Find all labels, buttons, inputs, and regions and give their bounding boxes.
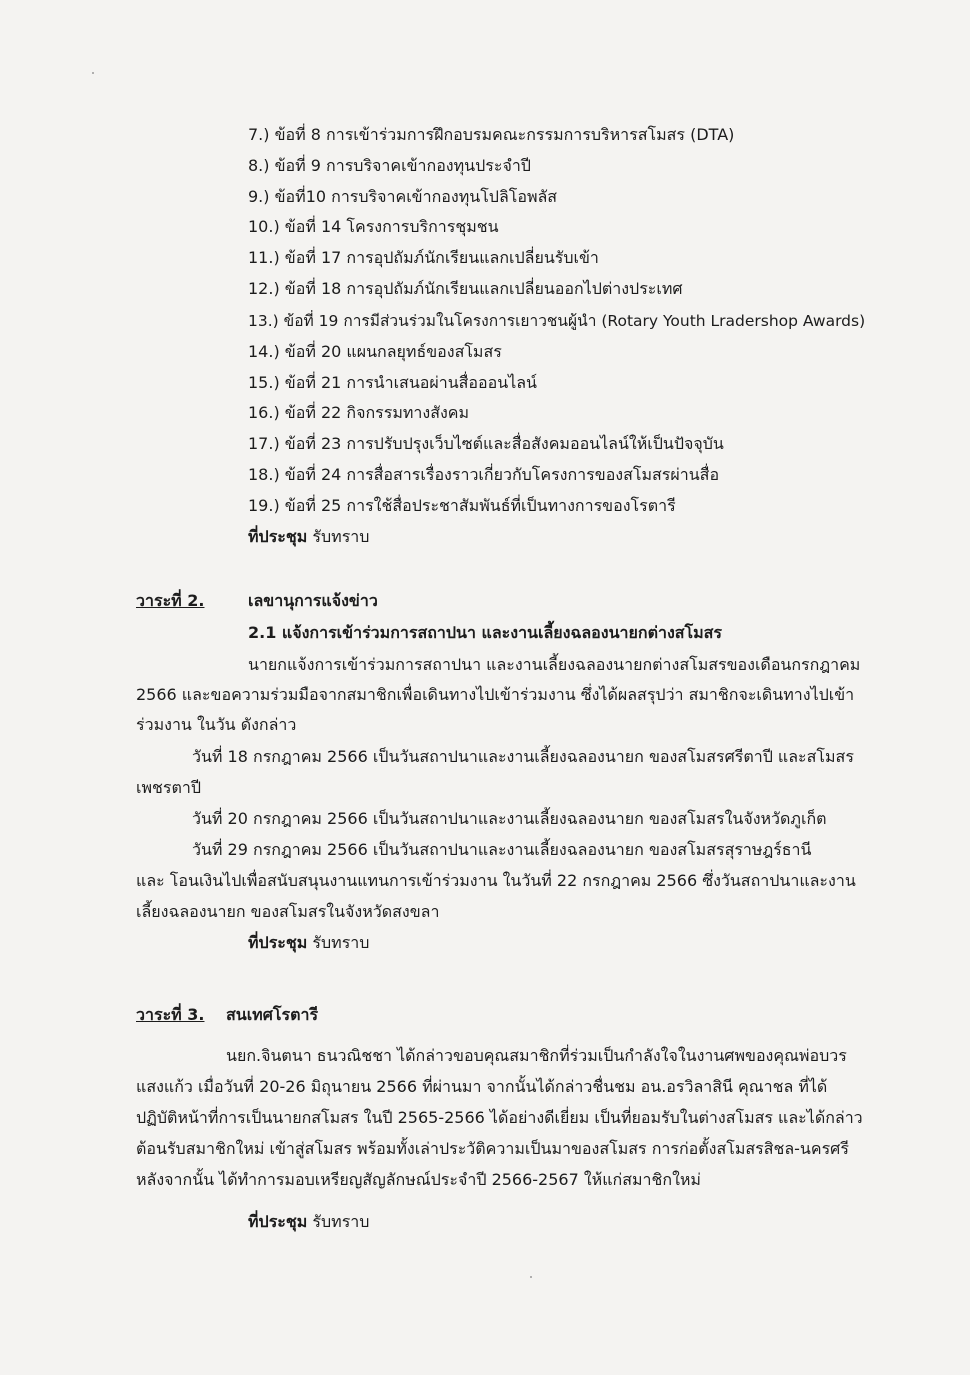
paragraph-line: วันที่ 29 กรกฎาคม 2566 เป็นวันสถาปนาและงานเลี้ยงฉลองนายก ของสโมสรสุราษฎร์ธานี	[192, 840, 812, 859]
meeting-ack	[248, 526, 369, 548]
paragraph-line: และ โอนเงินไปเพื่อสนับสนุนงานแทนการเข้าร่วมงาน ในวันที่ 22 กรกฎาคม 2566 ซึ่งวันสถาปนาและงาน	[136, 871, 856, 890]
list-item: 11.) ข้อที่ 17 การอุปถัมภ์นักเรียนแลกเปลี่ยนรับเข้า	[248, 248, 599, 267]
list-item: 15.) ข้อที่ 21 การนำเสนอผ่านสื่อออนไลน์	[248, 373, 537, 392]
paragraph-line: วันที่ 20 กรกฎาคม 2566 เป็นวันสถาปนาและงานเลี้ยงฉลองนายก ของสโมสรในจังหวัดภูเก็ต	[192, 809, 827, 828]
paragraph-line: นายกแจ้งการเข้าร่วมการสถาปนา และงานเลี้ยงฉลองนายกต่างสโมสรของเดือนกรกฎาคม	[248, 655, 861, 674]
paragraph-line: 2566 และขอความร่วมมือจากสมาชิกเพื่อเดินทางไปเข้าร่วมงาน ซึ่งได้ผลสรุปว่า สมาชิกจะเดินทางไปเข้า	[136, 685, 855, 704]
list-item: 16.) ข้อที่ 22 กิจกรรมทางสังคม	[248, 403, 470, 422]
list-item: 17.) ข้อที่ 23 การปรับปรุงเว็บไซต์และสื่อสังคมออนไลน์ให้เป็นปัจจุบัน	[248, 434, 724, 453]
list-item: 10.) ข้อที่ 14 โครงการบริการชุมชน	[248, 217, 499, 236]
agenda-2-number: วาระที่ 2.	[136, 591, 205, 610]
paragraph-line: ต้อนรับสมาชิกใหม่ เข้าสู่สโมสร พร้อมทั้งเล่าประวัติความเป็นมาของสโมสร การก่อตั้งสโมสรสิชล-นครศรี	[136, 1139, 849, 1158]
paragraph-line: วันที่ 18 กรกฎาคม 2566 เป็นวันสถาปนาและงานเลี้ยงฉลองนายก ของสโมสรศรีตาปี และสโมสร	[192, 747, 854, 766]
list-item: 13.) ข้อที่ 19 การมีส่วนร่วมในโครงการเยาวชนผู้นำ (Rotary Youth Lradershop Awards)	[248, 312, 866, 330]
list-item: 12.) ข้อที่ 18 การอุปถัมภ์นักเรียนแลกเปลี่ยนออกไปต่างประเทศ	[248, 279, 683, 298]
scan-speck	[530, 1276, 532, 1278]
paragraph-line: นยก.จินตนา ธนวณิชชา ได้กล่าวขอบคุณสมาชิกที่ร่วมเป็นกำลังใจในงานศพของคุณพ่อบวร	[226, 1046, 847, 1065]
list-item: 8.) ข้อที่ 9 การบริจาคเข้ากองทุนประจำปี	[248, 156, 531, 175]
paragraph-line: หลังจากนั้น ได้ทำการมอบเหรียญสัญลักษณ์ประจำปี 2566-2567 ให้แก่สมาชิกใหม่	[136, 1170, 701, 1189]
meeting-label: ที่ประชุม	[248, 933, 308, 952]
paragraph-line: แสงแก้ว เมื่อวันที่ 20-26 มิถุนายน 2566 ที่ผ่านมา จากนั้นได้กล่าวชื่นชม อน.อรวิลาสินี คุณาชล ที่ได้	[136, 1077, 828, 1096]
scan-speck	[92, 72, 94, 74]
meeting-ack-text: รับทราบ	[312, 527, 370, 546]
meeting-label: ที่ประชุม	[248, 1212, 308, 1231]
list-item: 7.) ข้อที่ 8 การเข้าร่วมการฝึกอบรมคณะกรรมการบริหารสโมสร (DTA)	[248, 125, 735, 144]
list-item: 19.) ข้อที่ 25 การใช้สื่อประชาสัมพันธ์ที่เป็นทางการของโรตารี	[248, 496, 676, 515]
meeting-ack-text: รับทราบ	[312, 1212, 370, 1231]
agenda-3-title: สนเทศโรตารี	[226, 1005, 319, 1024]
paragraph-line: เพชรตาปี	[136, 778, 201, 797]
meeting-ack-text: รับทราบ	[312, 933, 370, 952]
meeting-label: ที่ประชุม	[248, 527, 308, 546]
meeting-ack	[248, 932, 369, 954]
list-item: 14.) ข้อที่ 20 แผนกลยุทธ์ของสโมสร	[248, 342, 502, 361]
agenda-2-title: เลขานุการแจ้งข่าว	[248, 591, 378, 610]
paragraph-line: ร่วมงาน ในวัน ดังกล่าว	[136, 715, 297, 734]
list-item: 9.) ข้อที่10 การบริจาคเข้ากองทุนโปลิโอพลัส	[248, 187, 558, 206]
list-item: 18.) ข้อที่ 24 การสื่อสารเรื่องราวเกี่ยวกับโครงการของสโมสรผ่านสื่อ	[248, 465, 720, 484]
paragraph-line: ปฏิบัติหน้าที่การเป็นนายกสโมสร ในปี 2565-2566 ได้อย่างดีเยี่ยม เป็นที่ยอมรับในต่างสโมสร และได้กล่าว	[136, 1108, 863, 1127]
meeting-ack	[248, 1211, 369, 1233]
agenda-2-subtitle: 2.1 แจ้งการเข้าร่วมการสถาปนา และงานเลี้ยงฉลองนายกต่างสโมสร	[248, 623, 723, 642]
agenda-3-number: วาระที่ 3.	[136, 1005, 205, 1024]
paragraph-line: เลี้ยงฉลองนายก ของสโมสรในจังหวัดสงขลา	[136, 902, 440, 921]
